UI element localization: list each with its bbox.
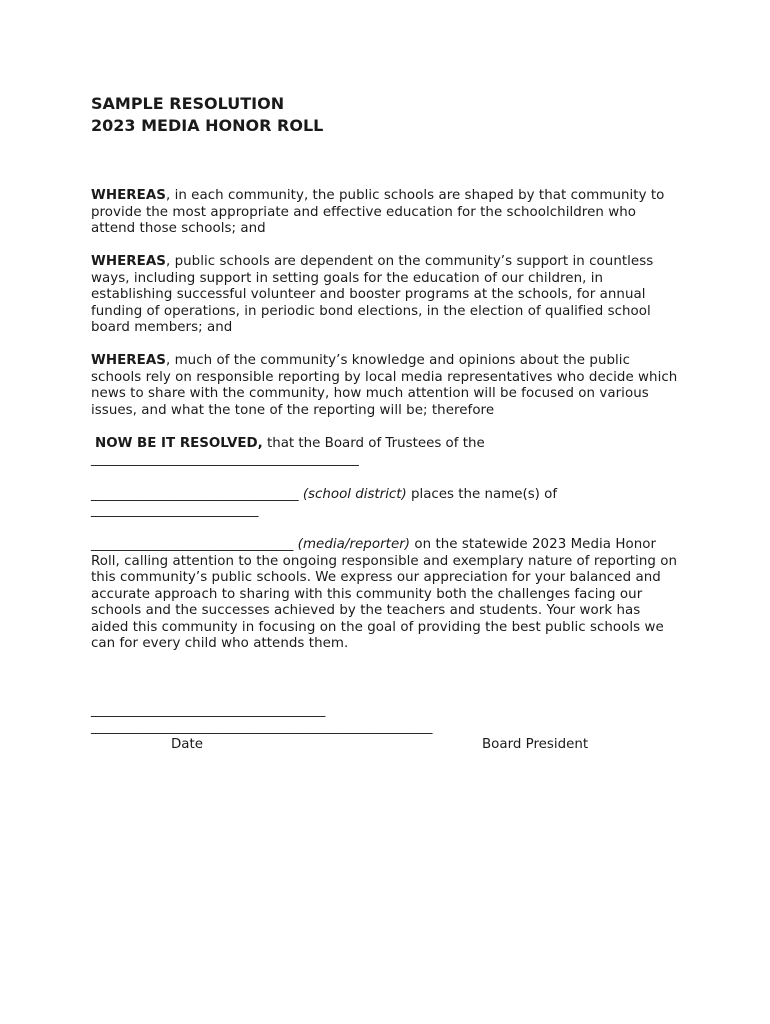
whereas-text: , in each community, the public schools are shaped by that community to provide the most appropriate and effective education for the schoolchildren who attend those schools; and (91, 188, 665, 236)
district-blank: _______________________________ (91, 487, 299, 502)
title-line-1: SAMPLE RESOLUTION (91, 94, 285, 113)
media-paragraph (91, 537, 681, 653)
school-district-label: (school district) (302, 487, 407, 502)
whereas-lead: WHEREAS (91, 254, 166, 269)
resolved-text: that the Board of Trustees of the (262, 436, 485, 451)
whereas-paragraph-2 (91, 254, 681, 337)
resolved-line (95, 436, 485, 453)
whereas-text: , public schools are dependent on the community’s support in countless ways, including support in setting goals for the education of our children, in establishing successful volunteer and booster programs at the schools, for annual funding of operations, in periodic bond elections, in the election of qualified school board members; and (91, 254, 654, 335)
date-signature-line: ___________________________________ (91, 703, 326, 718)
whereas-paragraph-3 (91, 353, 681, 419)
district-text: places the name(s) of (406, 487, 558, 502)
board-name-blank: ________________________________________ (91, 452, 359, 467)
media-text: on the statewide 2023 Media Honor Roll, calling attention to the ongoing responsible and exemplary nature of reporting on this community’s public schools. We express our appreciation for your balanced and accurate approach to sharing with this community both the challenges facing our schools and the successes achieved by the teachers and students. Your work has aided this community in focusing on the goal of providing the best public schools we can for every child who attends them. (91, 537, 677, 651)
district-line (91, 487, 557, 504)
whereas-lead: WHEREAS (91, 353, 166, 368)
media-reporter-label: (media/reporter) (297, 537, 411, 552)
board-president-label: Board President (482, 737, 589, 752)
president-signature-line: ___________________________________________________ (91, 720, 433, 735)
resolved-lead: NOW BE IT RESOLVED, (95, 436, 263, 451)
media-blank: ______________________________ (91, 537, 294, 552)
document-title (91, 93, 323, 137)
title-line-2: 2023 MEDIA HONOR ROLL (91, 116, 324, 135)
date-label: Date (171, 737, 204, 752)
whereas-lead: WHEREAS (91, 188, 166, 203)
whereas-text: , much of the community’s knowledge and opinions about the public schools rely on responsible reporting by local media representatives who decide which news to share with the community, how much attention will be focused on various issues, and what the tone of the reporting will be; therefore (91, 353, 678, 418)
names-blank: _________________________ (91, 503, 259, 518)
whereas-paragraph-1 (91, 188, 681, 238)
